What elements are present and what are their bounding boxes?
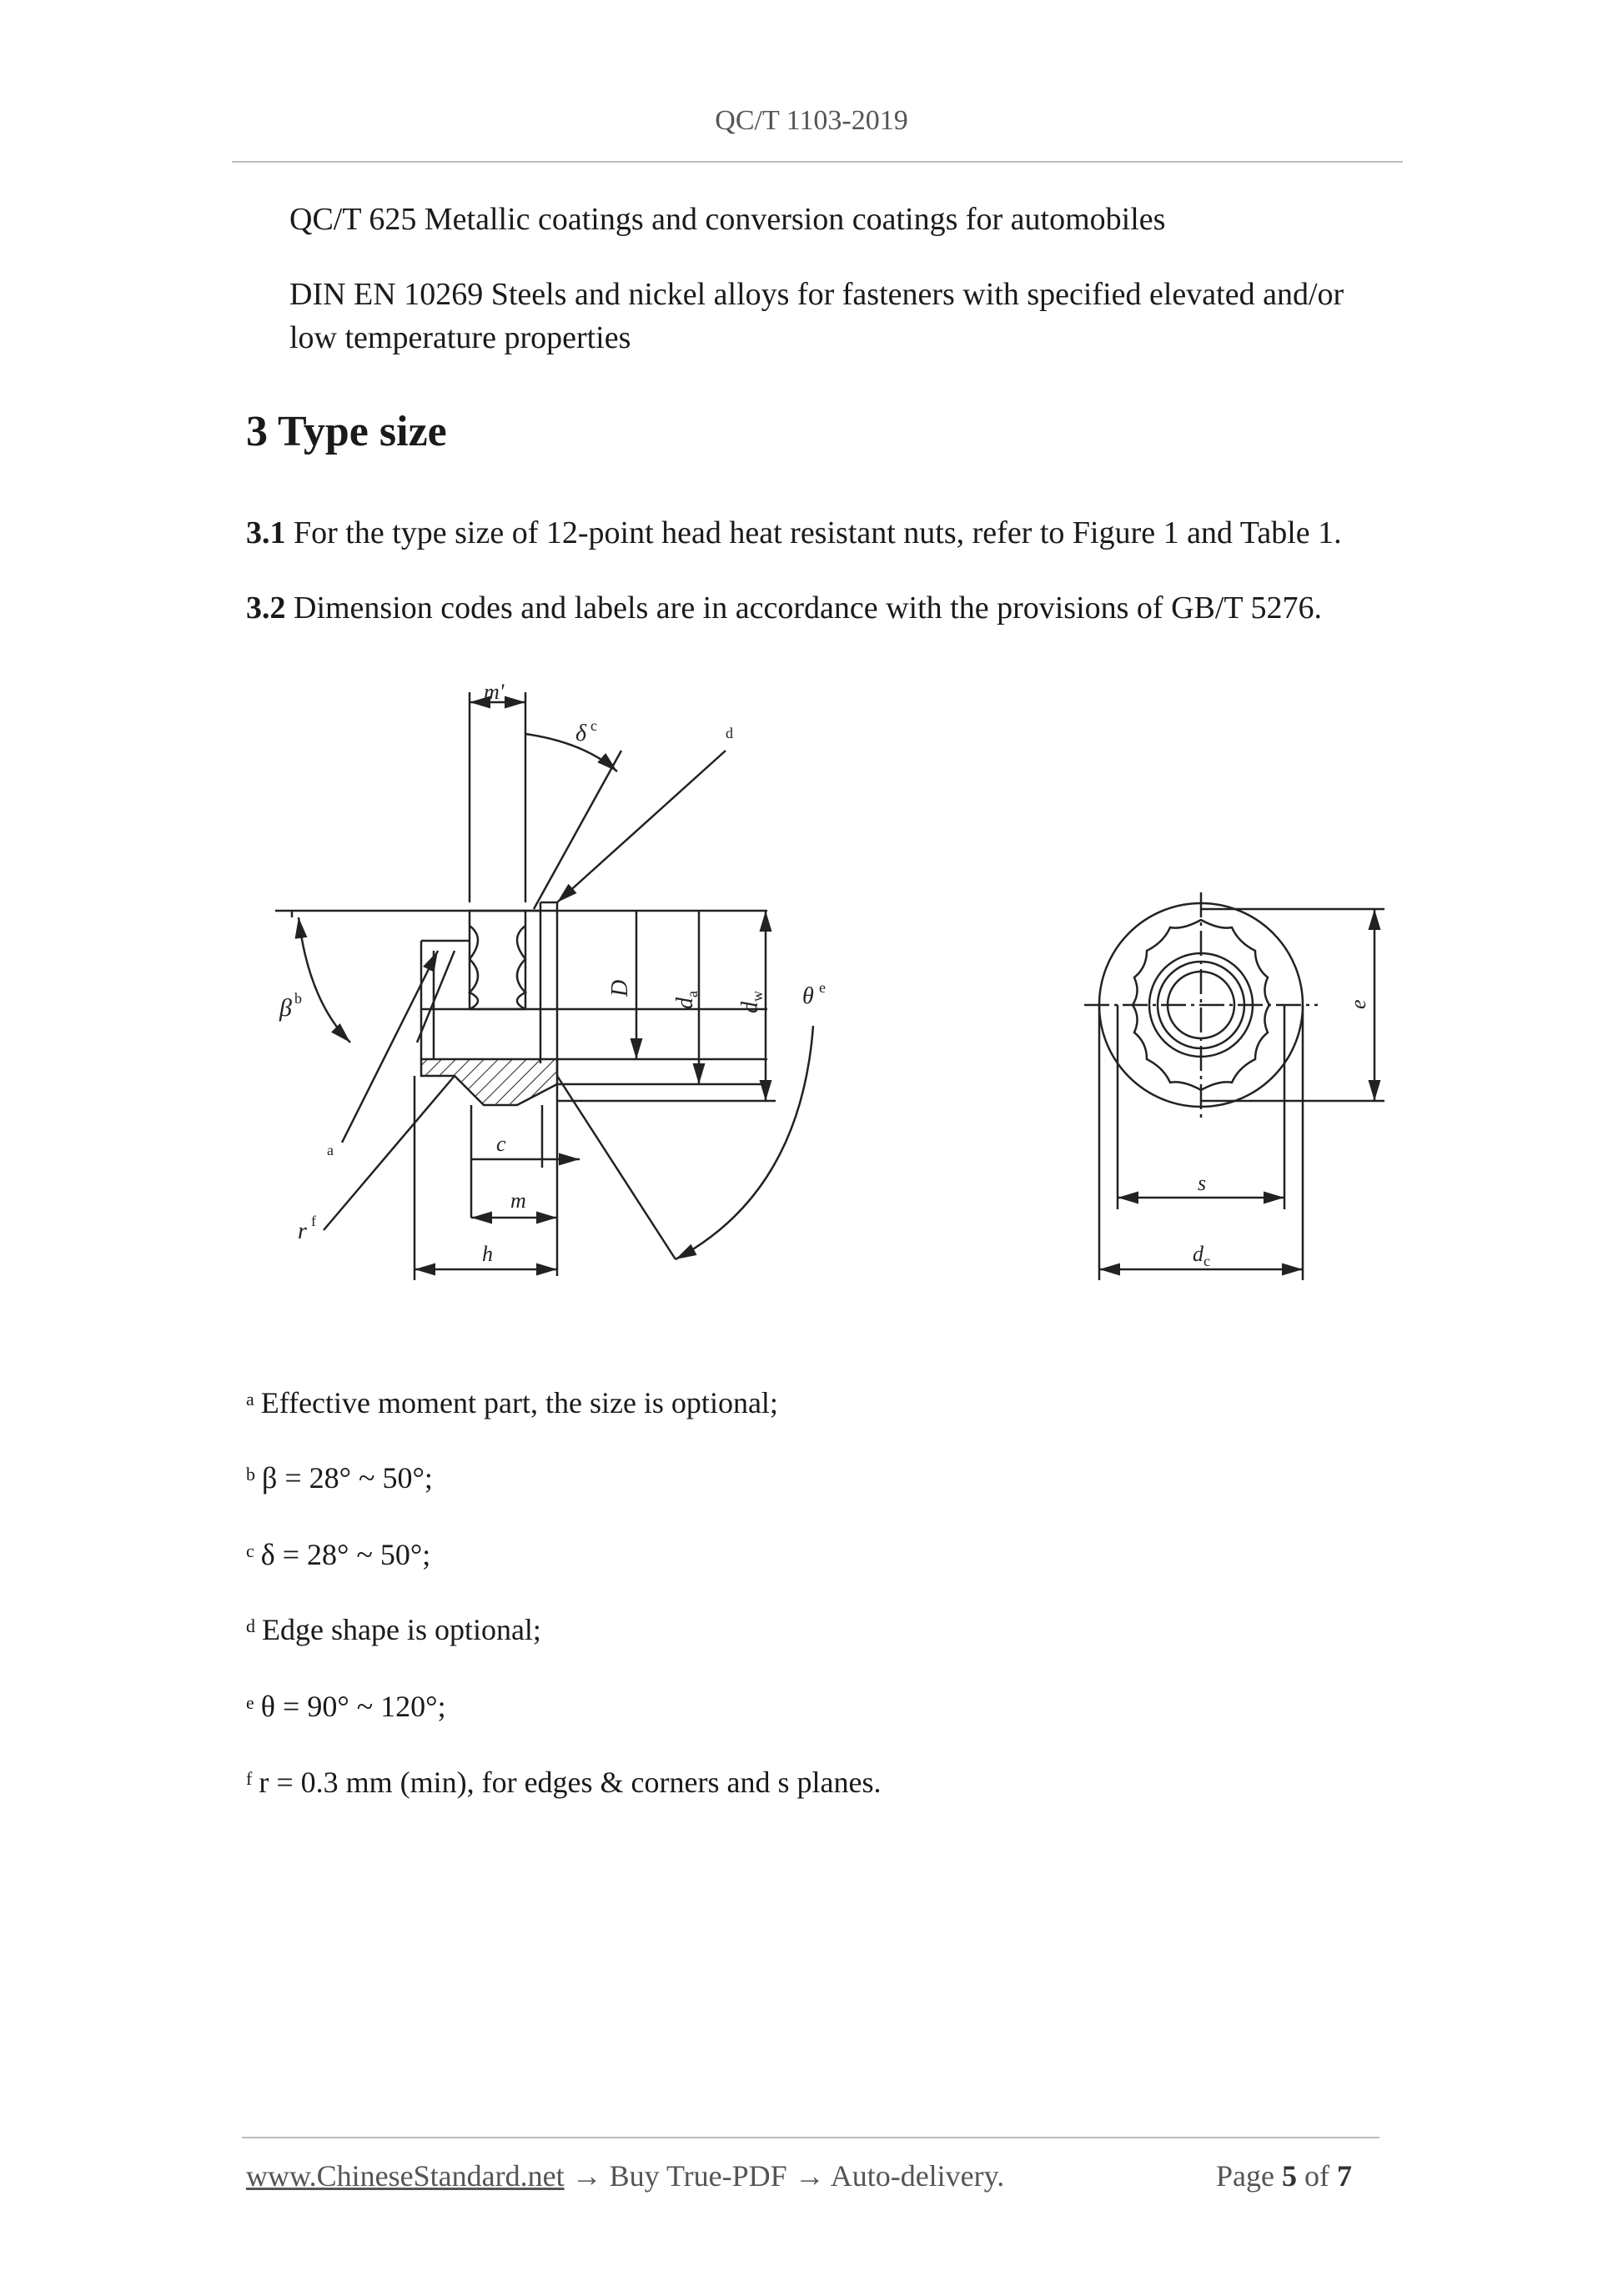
chinese-standard-link[interactable]: www.ChineseStandard.net (246, 2159, 565, 2193)
note-a-marker: a (246, 1389, 254, 1409)
header-rule (232, 161, 1403, 163)
label-D: D (607, 979, 633, 997)
clause-3-2-number: 3.2 (246, 590, 286, 625)
note-c-text: δ = 28° ~ 50°; (260, 1538, 431, 1571)
clause-3-2-text: Dimension codes and labels are in accordance with the provisions of GB/T 5276. (285, 590, 1322, 625)
label-dc (1193, 1242, 1210, 1269)
label-delta: δ (575, 721, 587, 746)
label-d-note: d (726, 725, 733, 741)
note-b-text: β = 28° ~ 50°; (262, 1461, 433, 1495)
clause-3-1-number: 3.1 (246, 515, 286, 550)
clause-3-1-text: For the type size of 12-point head heat resistant nuts, refer to Figure 1 and Table 1. (285, 515, 1342, 550)
label-dw-main: d (737, 1002, 763, 1013)
label-dw (737, 991, 766, 1013)
side-view (275, 692, 813, 1280)
nut-technical-drawing (250, 667, 1418, 1318)
footer-arrow-1: → (564, 2159, 610, 2193)
label-da-main: d (672, 997, 698, 1009)
page-number (1216, 2158, 1352, 2193)
note-e (246, 1686, 446, 1726)
label-beta: β (279, 994, 292, 1022)
section-heading: 3 Type size (246, 408, 447, 455)
note-d-marker: d (246, 1615, 255, 1636)
note-f-marker: f (246, 1768, 253, 1789)
label-dc-main: d (1193, 1242, 1203, 1266)
note-a (246, 1383, 778, 1423)
reference-din-en-10269 (289, 273, 1407, 359)
label-r-sup: f (311, 1213, 316, 1229)
note-b (246, 1458, 433, 1498)
note-e-marker: e (246, 1692, 254, 1713)
label-s: s (1198, 1171, 1207, 1195)
note-f-text: r = 0.3 mm (min), for edges & corners and s planes. (259, 1766, 882, 1799)
label-e: e (1346, 999, 1370, 1009)
footer-delivery-text: Auto-delivery. (830, 2159, 1005, 2193)
label-da-sub: a (684, 991, 701, 997)
note-d-text: Edge shape is optional; (262, 1613, 541, 1646)
label-dw-sub: w (749, 991, 766, 1002)
footer-arrow-2: → (786, 2159, 831, 2193)
reference-qct-625: QC/T 625 Metallic coatings and conversion coatings for automobiles (289, 202, 1166, 237)
label-m-prime: m' (484, 680, 505, 704)
footer-rule (242, 2137, 1379, 2138)
note-c (246, 1535, 430, 1575)
label-m: m (510, 1188, 526, 1213)
footer-buy-text: Buy True-PDF (609, 2159, 787, 2193)
note-a-text: Effective moment part, the size is optional; (260, 1386, 778, 1419)
label-r: r (298, 1218, 307, 1244)
label-delta-sup: c (590, 717, 597, 734)
front-view (1084, 892, 1384, 1280)
label-c: c (496, 1132, 506, 1156)
page-label: Page (1216, 2159, 1282, 2193)
footer-promo (246, 2158, 1004, 2193)
reference-din-en-10269-line1: DIN EN 10269 Steels and nickel alloys for fasteners with specified elevated and/or (289, 277, 1344, 312)
reference-din-en-10269-line2: low temperature properties (289, 320, 631, 355)
clause-3-2 (246, 586, 1414, 630)
note-e-text: θ = 90° ~ 120°; (260, 1690, 446, 1723)
note-b-marker: b (246, 1464, 255, 1485)
label-dc-sub: c (1203, 1253, 1210, 1269)
label-beta-sup: b (294, 990, 302, 1007)
label-a-note: a (327, 1142, 334, 1158)
note-f (246, 1762, 881, 1802)
clause-3-1 (246, 511, 1414, 555)
label-h: h (482, 1242, 493, 1266)
of-label: of (1296, 2159, 1337, 2193)
note-d (246, 1610, 541, 1650)
note-c-marker: c (246, 1540, 254, 1561)
label-theta-sup: e (819, 979, 826, 996)
label-da (672, 991, 701, 1009)
page-header: QC/T 1103-2019 (715, 105, 908, 136)
page-current: 5 (1281, 2159, 1297, 2193)
label-theta: θ (802, 983, 814, 1009)
page-total: 7 (1336, 2159, 1352, 2193)
